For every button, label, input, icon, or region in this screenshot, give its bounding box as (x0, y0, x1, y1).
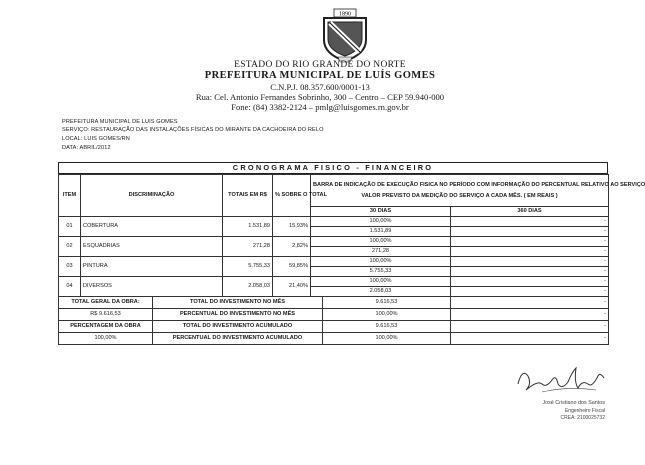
total-geral-value: R$ 9.616,53 (59, 309, 153, 321)
total-geral-label: TOTAL GERAL DA OBRA: (59, 297, 153, 309)
header-percentual: % SOBRE O TOTAL (273, 175, 311, 217)
row-percent: 15,93% (273, 217, 311, 237)
percentagem-value: 100,00% (59, 333, 153, 345)
row-p1-value: 2.058,03 (311, 287, 451, 297)
info-local: LOCAL: LUIS GOMES/RN (62, 136, 130, 142)
seal-year: 1890 (339, 11, 351, 18)
totals-row-p2: - (451, 297, 609, 309)
letterhead-address: Rua: Cel. Antonio Fernandes Sobrinho, 300 – Centro – CEP 59.940-000 (195, 92, 445, 102)
row-p1-percent: 100,00% (311, 217, 451, 227)
row-p1-value: 271,28 (311, 247, 451, 257)
row-p1-percent: 100,00% (311, 277, 451, 287)
letterhead-prefeitura: PREFEITURA MUNICIPAL DE LUÍS GOMES (204, 70, 436, 81)
row-description: PINTURA (81, 257, 223, 277)
row-percent: 2,82% (273, 237, 311, 257)
row-p1-value: 1.531,89 (311, 227, 451, 237)
totals-row (59, 321, 609, 333)
table-row (59, 217, 609, 227)
row-item: 03 (59, 257, 81, 277)
row-item: 01 (59, 217, 81, 237)
table-row (59, 237, 609, 247)
info-prefeitura: PREFEITURA MUNICIPAL DE LUIS GOMES (62, 119, 178, 125)
row-p2-percent: - (451, 237, 609, 247)
header-360-dias: 360 DIAS (451, 207, 609, 217)
totals-row-p1: 9.616,53 (323, 297, 451, 309)
row-total: 1.531,89 (223, 217, 273, 237)
header-item: ITEM (59, 175, 81, 217)
row-p2-percent: - (451, 257, 609, 267)
row-total: 5.755,33 (223, 257, 273, 277)
totals-row-p1: 100,00% (323, 309, 451, 321)
totals-row (59, 309, 609, 321)
totals-row (59, 297, 609, 309)
row-total: 2.058,03 (223, 277, 273, 297)
row-p2-percent: - (451, 217, 609, 227)
signer-crea: CREA: 2100025732 (560, 415, 605, 421)
header-totais: TOTAIS EM R$ (223, 175, 273, 217)
row-percent: 59,85% (273, 257, 311, 277)
row-p2-value: - (451, 287, 609, 297)
letterhead-cnpj: C.N.P.J. 08.357.600/0001-13 (270, 82, 370, 92)
row-description: DIVERSOS (81, 277, 223, 297)
table-header-row (59, 175, 609, 207)
row-total: 271,28 (223, 237, 273, 257)
totals-row (59, 333, 609, 345)
row-p2-value: - (451, 247, 609, 257)
info-servico: SERVIÇO: RESTAURAÇÃO DAS INSTALAÇÕES FÍSICAS DO MIRANTE DA CACHOEIRA DO RELO (62, 127, 324, 133)
header-barra (311, 175, 645, 207)
totals-row-label: PERCENTUAL DO INVESTIMENTO ACUMULADO (153, 333, 323, 345)
header-discriminacao: DISCRIMINAÇÃO (81, 175, 223, 217)
percentagem-label: PERCENTAGEM DA OBRA (59, 321, 153, 333)
handwritten-signature-icon (512, 362, 612, 398)
row-item: 04 (59, 277, 81, 297)
signer-role: Engenheiro Fiscal (564, 408, 605, 414)
signer-name: José Cristiano dos Santos (542, 400, 605, 406)
row-description: ESQUADRIAS (81, 237, 223, 257)
header-valor-previsto: VALOR PREVISTO DA MEDIÇÃO DO SERVIÇO A CADA MÊS. ( EM REAIS ) (361, 193, 558, 199)
schedule-title: CRONOGRAMA FISICO - FINANCEIRO (58, 162, 608, 174)
letterhead-state: ESTADO DO RIO GRANDE DO NORTE (234, 60, 406, 70)
header-30-dias: 30 DIAS (311, 207, 451, 217)
row-p2-percent: - (451, 277, 609, 287)
row-description: COBERTURA (81, 217, 223, 237)
totals-row-p2: - (451, 333, 609, 345)
row-p2-value: - (451, 267, 609, 277)
totals-row-p2: - (451, 321, 609, 333)
header-barra-text: BARRA DE INDICAÇÃO DE EXECUÇÃO FISICA NO PERÍODO COM INFORMAÇÃO DO PERCENTUAL RELATIVO AO SERVIÇO (313, 182, 645, 188)
row-p1-value: 5.755,33 (311, 267, 451, 277)
row-p2-value: - (451, 227, 609, 237)
letterhead-contact: Fone: (84) 3382-2124 – pmlg@luisgomes.rn.gov.br (231, 102, 409, 112)
totals-row-p1: 100,00% (323, 333, 451, 345)
municipal-seal-icon (316, 6, 374, 64)
table-row (59, 277, 609, 287)
row-p1-percent: 100,00% (311, 257, 451, 267)
totals-row-p2: - (451, 309, 609, 321)
totals-row-label: PERCENTUAL DO INVESTIMENTO NO MÊS (153, 309, 323, 321)
row-p1-percent: 100,00% (311, 237, 451, 247)
totals-row-label: TOTAL DO INVESTIMENTO NO MÊS (153, 297, 323, 309)
info-data: DATA: ABRIL/2012 (62, 145, 111, 151)
schedule-table (58, 174, 645, 297)
totals-table (58, 296, 609, 345)
totals-row-label: TOTAL DO INVESTIMENTO ACUMULADO (153, 321, 323, 333)
totals-row-p1: 9.616,53 (323, 321, 451, 333)
row-percent: 21,40% (273, 277, 311, 297)
row-item: 02 (59, 237, 81, 257)
table-row (59, 257, 609, 267)
